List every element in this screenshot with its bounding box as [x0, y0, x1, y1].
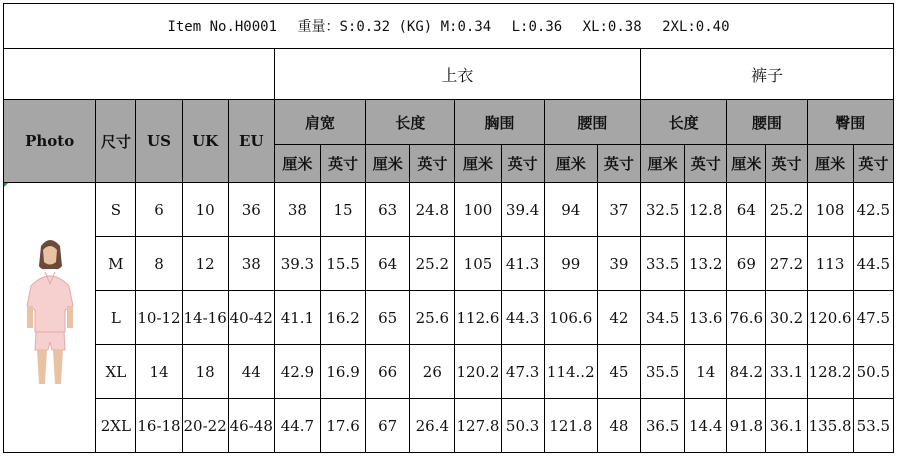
weight-s-m: 重量：S:0.32 (KG) M:0.34	[297, 19, 492, 35]
header-hip: 臀围	[807, 100, 893, 145]
group-pants: 裤子	[641, 49, 894, 100]
cell: 25.2	[410, 237, 455, 291]
header-bust: 胸围	[455, 100, 544, 145]
unit-cm: 厘米	[807, 145, 853, 183]
cell: 65	[366, 291, 410, 345]
cell: 44.7	[274, 399, 320, 453]
cell: 16.9	[320, 345, 365, 399]
cell: 135.8	[807, 399, 853, 453]
cell: 25.6	[410, 291, 455, 345]
header-pants-waist: 腰围	[727, 100, 807, 145]
row-s-size: S	[96, 183, 136, 237]
cell: 112.6	[455, 291, 501, 345]
cell: 108	[807, 183, 853, 237]
cell: 26	[410, 345, 455, 399]
cell: 120.2	[455, 345, 501, 399]
cell: 42	[597, 291, 640, 345]
cell: 42.9	[274, 345, 320, 399]
cell: 44.5	[853, 237, 893, 291]
row-l-uk: 14-16	[182, 291, 228, 345]
header-size: 尺寸	[96, 100, 136, 183]
unit-inch: 英寸	[410, 145, 455, 183]
cell: 63	[366, 183, 410, 237]
cell: 36.1	[766, 399, 807, 453]
cell: 30.2	[766, 291, 807, 345]
cell: 33.5	[641, 237, 685, 291]
size-chart-table	[3, 3, 894, 453]
row-s-us: 6	[136, 183, 182, 237]
product-photo	[4, 183, 96, 453]
cell: 27.2	[766, 237, 807, 291]
cell: 128.2	[807, 345, 853, 399]
unit-inch: 英寸	[685, 145, 727, 183]
cell: 42.5	[853, 183, 893, 237]
cell: 69	[727, 237, 766, 291]
cell: 35.5	[641, 345, 685, 399]
cell: 64	[727, 183, 766, 237]
unit-inch: 英寸	[597, 145, 640, 183]
cell: 45	[597, 345, 640, 399]
cell: 84.2	[727, 345, 766, 399]
row-l-eu: 40-42	[228, 291, 274, 345]
header-us: US	[136, 100, 182, 183]
cell: 47.5	[853, 291, 893, 345]
cell: 12.8	[685, 183, 727, 237]
cell: 47.3	[501, 345, 544, 399]
cell: 26.4	[410, 399, 455, 453]
cell: 100	[455, 183, 501, 237]
row-s-eu: 36	[228, 183, 274, 237]
cell: 14	[685, 345, 727, 399]
unit-inch: 英寸	[853, 145, 893, 183]
cell: 106.6	[544, 291, 597, 345]
row-2xl-eu: 46-48	[228, 399, 274, 453]
header-photo: Photo	[4, 100, 96, 183]
row-xl-us: 14	[136, 345, 182, 399]
row-m-size: M	[96, 237, 136, 291]
header-shoulder: 肩宽	[274, 100, 365, 145]
cell: 13.2	[685, 237, 727, 291]
cell: 14.4	[685, 399, 727, 453]
cell: 17.6	[320, 399, 365, 453]
cell: 13.6	[685, 291, 727, 345]
cell: 66	[366, 345, 410, 399]
cell: 105	[455, 237, 501, 291]
cell: 91.8	[727, 399, 766, 453]
cell: 113	[807, 237, 853, 291]
cell: 15.5	[320, 237, 365, 291]
row-2xl-us: 16-18	[136, 399, 182, 453]
unit-cm: 厘米	[455, 145, 501, 183]
row-l-size: L	[96, 291, 136, 345]
cell: 41.3	[501, 237, 544, 291]
header-pants-length: 长度	[641, 100, 727, 145]
cell: 99	[544, 237, 597, 291]
unit-cm: 厘米	[727, 145, 766, 183]
unit-inch: 英寸	[766, 145, 807, 183]
unit-cm: 厘米	[366, 145, 410, 183]
cell: 114..2	[544, 345, 597, 399]
unit-cm: 厘米	[641, 145, 685, 183]
cell: 127.8	[455, 399, 501, 453]
row-2xl-uk: 20-22	[182, 399, 228, 453]
weight-xl: XL:0.38	[582, 19, 642, 35]
weight-l: L:0.36	[511, 19, 563, 35]
row-s-uk: 10	[182, 183, 228, 237]
cell: 32.5	[641, 183, 685, 237]
cell: 48	[597, 399, 640, 453]
row-xl-eu: 44	[228, 345, 274, 399]
cell: 36.5	[641, 399, 685, 453]
group-top: 上衣	[274, 49, 640, 100]
cell: 24.8	[410, 183, 455, 237]
unit-inch: 英寸	[320, 145, 365, 183]
weight-2xl: 2XL:0.40	[662, 19, 730, 35]
model-photo-image	[21, 236, 79, 396]
header-top-length: 长度	[366, 100, 455, 145]
cell: 39	[597, 237, 640, 291]
cell: 67	[366, 399, 410, 453]
cell: 38	[274, 183, 320, 237]
cell: 50.5	[853, 345, 893, 399]
row-m-us: 8	[136, 237, 182, 291]
cell: 64	[366, 237, 410, 291]
unit-cm: 厘米	[544, 145, 597, 183]
row-m-eu: 38	[228, 237, 274, 291]
cell: 120.6	[807, 291, 853, 345]
cell: 39.3	[274, 237, 320, 291]
cell: 25.2	[766, 183, 807, 237]
row-xl-size: XL	[96, 345, 136, 399]
item-number: Item No.H0001	[167, 19, 278, 35]
unit-inch: 英寸	[501, 145, 544, 183]
cell: 33.1	[766, 345, 807, 399]
cell: 76.6	[727, 291, 766, 345]
row-l-us: 10-12	[136, 291, 182, 345]
cell: 41.1	[274, 291, 320, 345]
cell: 37	[597, 183, 640, 237]
cell: 53.5	[853, 399, 893, 453]
row-m-uk: 12	[182, 237, 228, 291]
cell: 15	[320, 183, 365, 237]
title-bar	[4, 4, 894, 49]
cell: 121.8	[544, 399, 597, 453]
group-blank	[4, 49, 275, 100]
cell: 94	[544, 183, 597, 237]
row-2xl-size: 2XL	[96, 399, 136, 453]
cell: 50.3	[501, 399, 544, 453]
cell: 44.3	[501, 291, 544, 345]
cell: 39.4	[501, 183, 544, 237]
cell: 16.2	[320, 291, 365, 345]
cell: 34.5	[641, 291, 685, 345]
header-eu: EU	[228, 100, 274, 183]
header-top-waist: 腰围	[544, 100, 640, 145]
header-uk: UK	[182, 100, 228, 183]
unit-cm: 厘米	[274, 145, 320, 183]
row-xl-uk: 18	[182, 345, 228, 399]
